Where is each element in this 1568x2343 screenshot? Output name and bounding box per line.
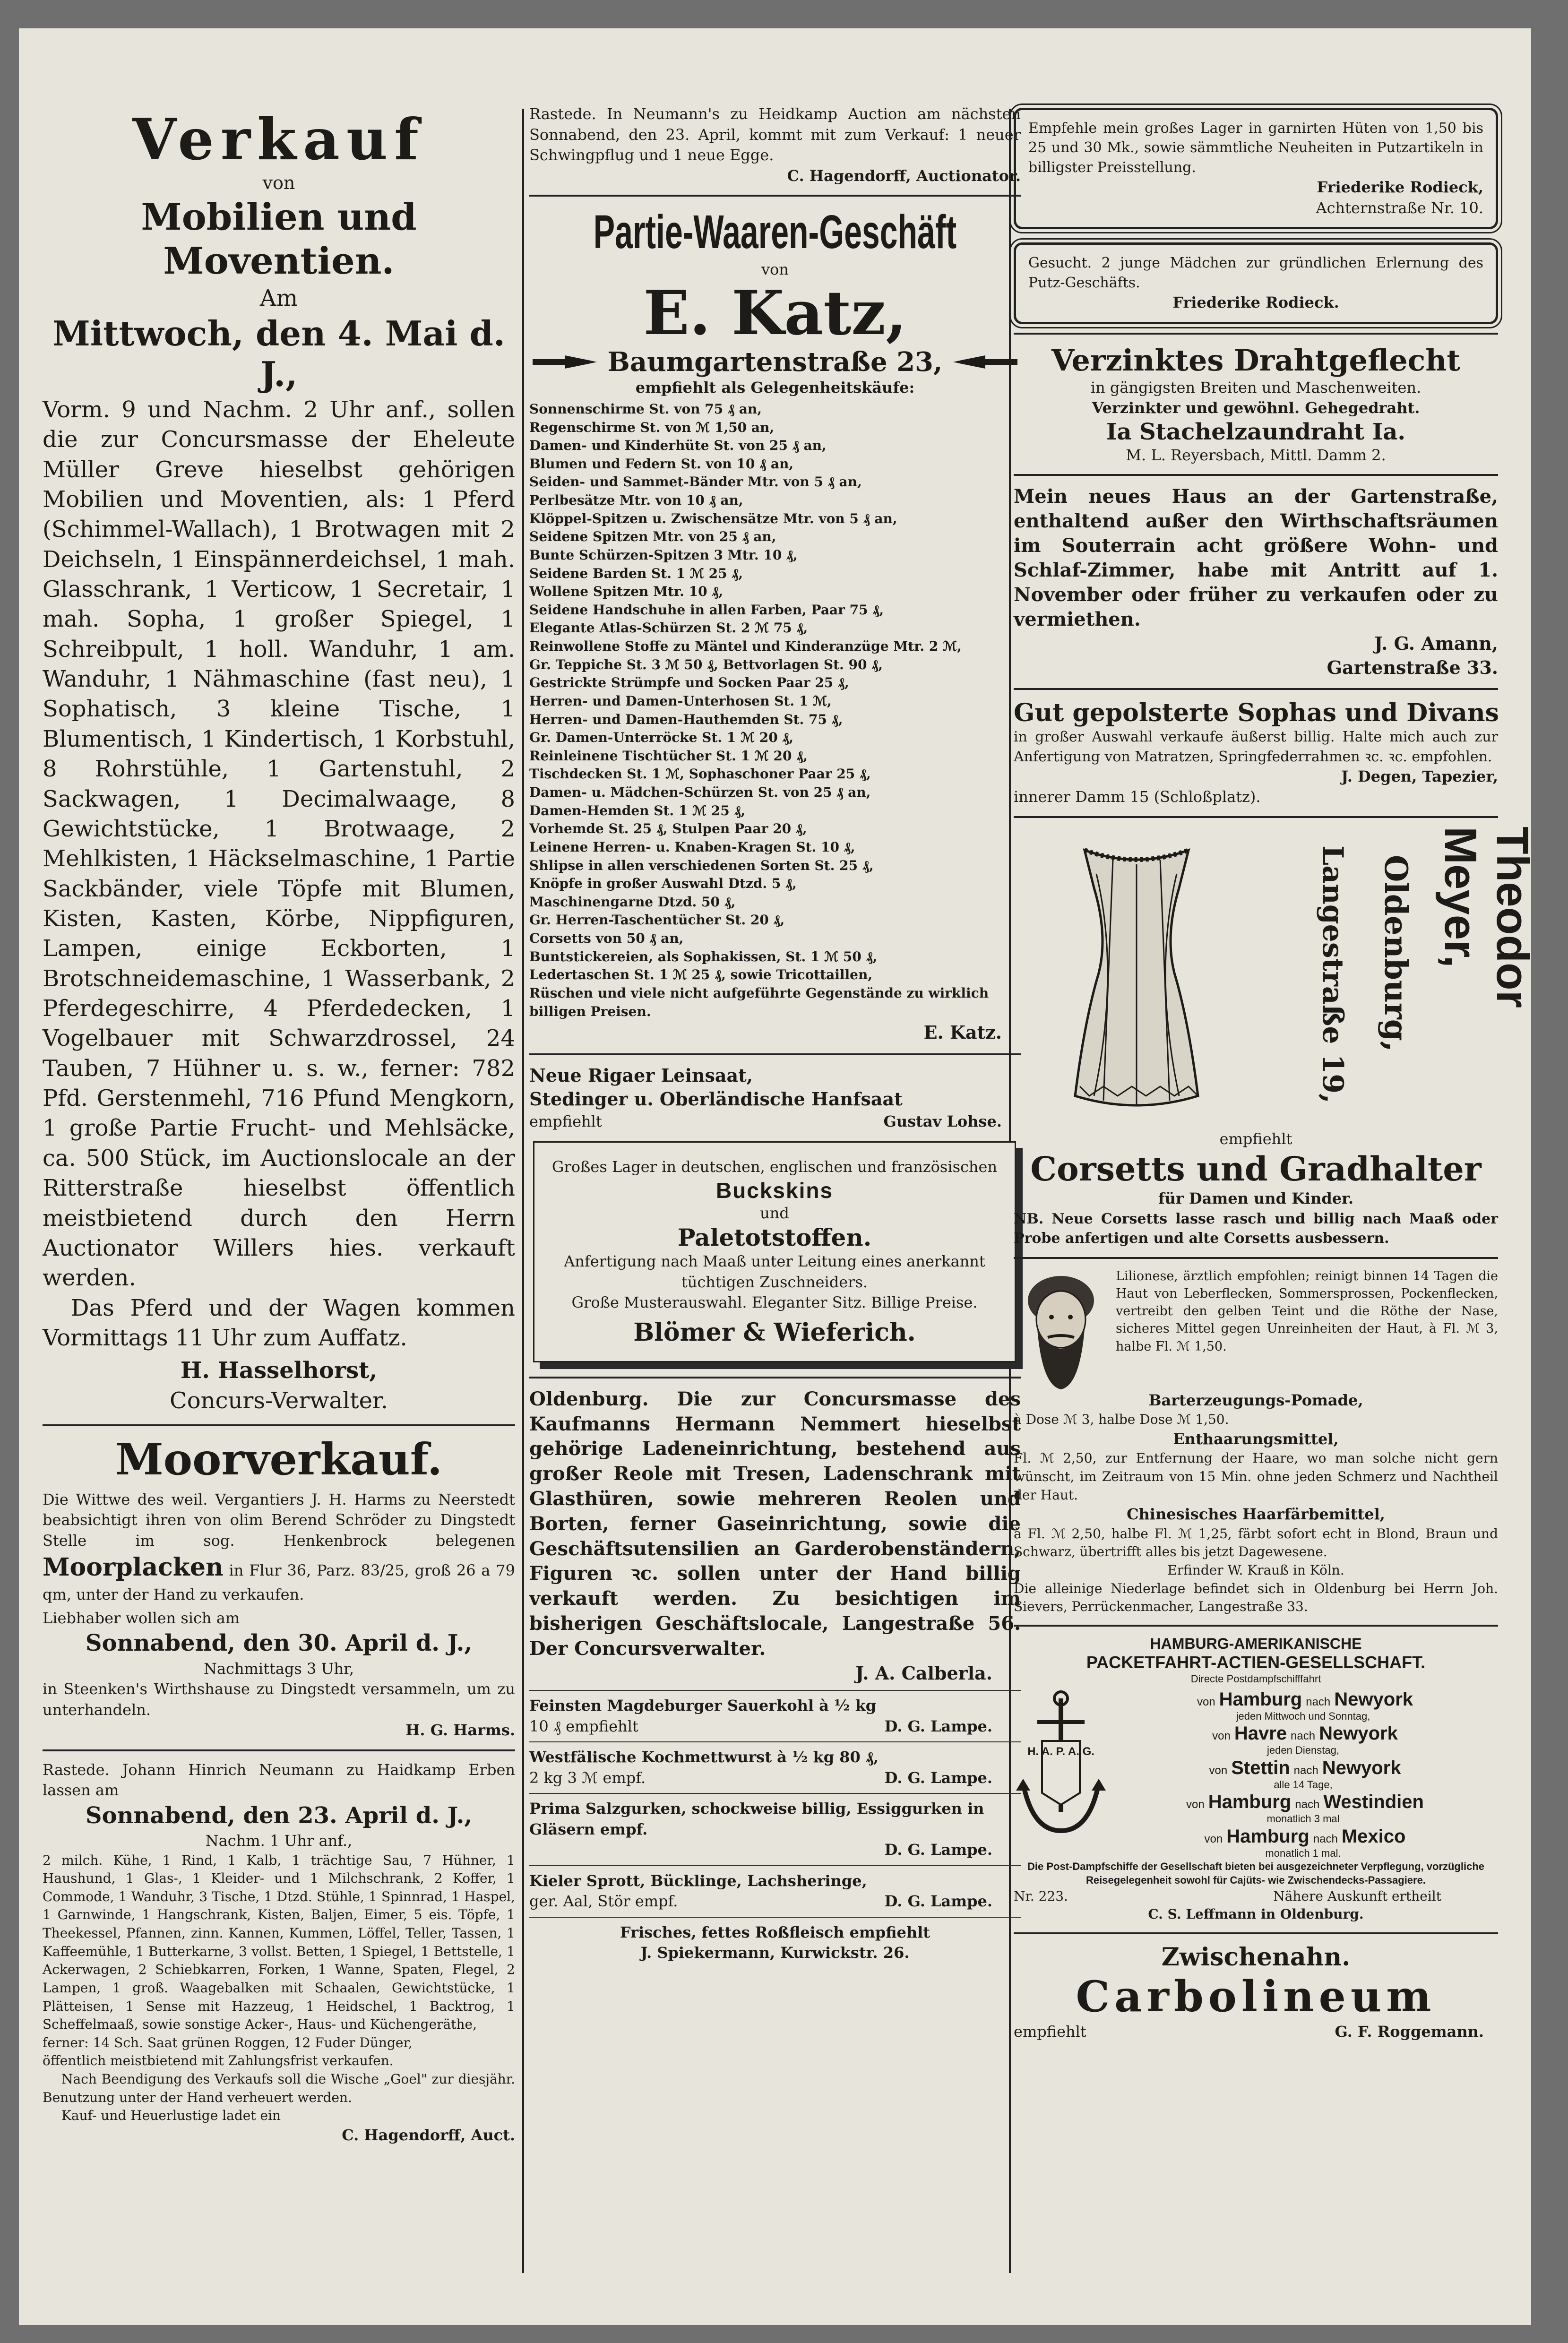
ad-leinsaat xyxy=(529,1064,1021,1132)
ad-time: Nachm. 1 Uhr anf., xyxy=(205,1831,353,1850)
divider xyxy=(1014,1932,1498,1934)
route-note: monatlich 3 mal xyxy=(1266,1813,1340,1825)
ad-h4: Chinesisches Haarfärbemittel, xyxy=(1127,1505,1385,1524)
ad-line-2: Verzinkter und gewöhnl. Gehegedraht. xyxy=(1092,399,1420,417)
ad-title: Partie-Waaren-Geschäft xyxy=(593,206,957,259)
ad-p5: Erfinder W. Krauß in Köln. xyxy=(1167,1562,1344,1578)
ad-degen xyxy=(1014,698,1498,808)
anchor-icon xyxy=(1014,1689,1108,1840)
ad-sub: Directe Postdampfschifffahrt xyxy=(1190,1672,1321,1685)
ad-address: Baumgartenstraße 23, xyxy=(607,346,943,378)
ad-addr: Achternstraße Nr. 10. xyxy=(1316,198,1483,217)
item-line: Damen-Hemden St. 1 ℳ 25 ₰, xyxy=(529,802,746,818)
route-to: Westindien xyxy=(1323,1792,1424,1813)
ad-body: Vorm. 9 und Nachm. 2 Uhr anf., sollen die zur Concursmasse der Eheleute Müller Greve hieselbst gehörigen Mobilien und Moventien, als: 1 Pferd (Schimmel-Wallach), 1 Brotwagen mit 2 Deichseln, 1 Einspännerdeichsel, 1 mah. Glasschrank, 1 Verticow, 1 Secretair, 1 mah. Sopha, 1 großer Spiegel, 1 Schreibpult, 1 holl. Wanduhr, 1 am. Wanduhr, 1 Nähmaschine (fast neu), 1 Sophatisch, 3 kleine Tische, 1 Blumentisch, 1 Kindertisch, 1 Korbstuhl, 8 Rohrstühle, 1 Gartenstuhl, 2 Sackwagen, 1 Decimalwaage, 8 Gewichtstücke, 1 Brotwaage, 2 Mehlkisten, 1 Häckselmaschine, 1 Partie Sackbänder, viele Töpfe mit Blumen, Kisten, Kasten, Körbe, Nippfiguren, Lampen, einige Eckborten, 1 Brotschneidemaschine, 1 Wasserbank, 2 Pferdegeschirre, 4 Pferdedecken, 1 Vogelbauer mit Schwarzdrossel, 24 Tauben, 7 Hühner u. s. w., ferner: 782 Pfd. Gerstenmehl, 716 Pfund Mengkorn, 1 große Partie Frucht- und Mehlsäcke, ca. 500 Stück, im Auctionslocale an der Ritterstraße hieselbst öffentlich meistbietend durch den Herrn Auctionator Willers hies. verkauft werden. xyxy=(43,396,515,1292)
ad-title: Verkauf xyxy=(132,106,425,173)
corset-illustration xyxy=(1042,831,1231,1115)
route-from: Hamburg xyxy=(1226,1826,1310,1847)
column-middle xyxy=(529,99,1021,1964)
ad-nb: NB. Neue Corsetts lasse rasch und billig nach Maaß oder Probe anfertigen und alte Corsetts ausbessern. xyxy=(1014,1210,1498,1247)
route-row xyxy=(1108,1826,1498,1861)
item-line: Maschinengarne Dtzd. 50 ₰, xyxy=(529,894,736,910)
ad-street: Langestraße 19, xyxy=(1316,845,1349,1103)
route-nach: nach xyxy=(1295,1798,1320,1811)
corset-figure-area xyxy=(1014,826,1538,1129)
divider xyxy=(1014,1257,1498,1259)
ad-auskunft: Nähere Auskunft ertheilt xyxy=(1273,1888,1441,1904)
ad-signer: Friederike Rodieck, xyxy=(1317,178,1483,197)
item-line: Blumen und Federn St. von 10 ₰ an, xyxy=(529,456,794,472)
item-line: Gestrickte Strümpfe und Socken Paar 25 ₰, xyxy=(529,675,849,691)
item-line: Seidene Handschuhe in allen Farben, Paar 75 ₰, xyxy=(529,602,884,618)
ad-rastede-schwingpflug xyxy=(529,104,1021,186)
item-line: Ledertaschen St. 1 ℳ 25 ₰, sowie Tricottaillen, xyxy=(529,967,873,983)
route-to: Newyork xyxy=(1334,1688,1413,1710)
ad-time: Nachmittags 3 Uhr, xyxy=(203,1659,354,1678)
item-line: Regenschirme St. von ℳ 1,50 an, xyxy=(529,419,775,435)
ad-body-text: Die Wittwe des weil. Vergantiers J. H. Harms zu Neerstedt beabsichtigt ihren von olim Berend Schröder zu Dingstedt Stelle im sog. Henkenbrock belegenen xyxy=(43,1490,515,1550)
ad-body-3: öffentlich meistbietend mit Zahlungsfrist verkaufen. xyxy=(43,2053,394,2069)
ad-line-2: Stedinger u. Oberländische Hanfsaat xyxy=(529,1088,903,1110)
ad-buckskins: Buckskins xyxy=(715,1178,834,1203)
ad-body: Oldenburg. Die zur Concursmasse des Kaufmanns Hermann Nemmert hieselbst gehörige Ladeneinrichtung, bestehend aus großer Reole mit Tresen, Ladenschrank mit Glasthüren, sowie mehreren Reolen und Borten, ferner Gaseinrichtung, sowie die Geschäftsutensilien an Garderobenständern, Figuren ꝛc. sollen unter der Hand billig verkauft werden. Zu besichtigen im bisherigen Geschäftslocale, Langestraße 56. Der Concursverwalter. xyxy=(529,1387,1021,1660)
divider xyxy=(529,1741,1021,1742)
ad-empfiehlt: empfiehlt xyxy=(1014,2022,1086,2041)
ad-line-1: Kieler Sprott, Bücklinge, Lachsheringe, xyxy=(529,1871,867,1890)
ad-body-4: Nach Beendigung des Verkaufs soll die Wische „Goel" zur diesjähr. Benutzung unter der Hand verheuert werden. xyxy=(43,2071,515,2105)
item-line: Herren- und Damen-Hauthemden St. 75 ₰, xyxy=(529,711,843,727)
ad-addr: Gartenstraße 33. xyxy=(1327,656,1498,678)
ad-signer: D. G. Lampe. xyxy=(884,1892,992,1911)
ad-signer: J. A. Calberla. xyxy=(855,1662,992,1684)
item-line: Seidene Spitzen Mtr. von 25 ₰ an, xyxy=(529,529,776,545)
ad-theodor-meyer xyxy=(1014,826,1538,1249)
route-from: Hamburg xyxy=(1219,1688,1302,1710)
ad-signer: E. Katz. xyxy=(923,1022,1002,1043)
ad-signer: H. G. Harms. xyxy=(405,1721,515,1740)
ad-signer: G. F. Roggemann. xyxy=(1335,2022,1484,2041)
ad-calberla xyxy=(529,1387,1021,1685)
ad-signer: Gustav Lohse. xyxy=(883,1112,1002,1130)
ad-title: Verzinktes Drahtgeflecht xyxy=(1051,343,1460,378)
ad-von: von xyxy=(761,260,789,279)
item-line: Damen- und Kinderhüte St. von 25 ₰ an, xyxy=(529,438,827,454)
pointing-hand-right-icon xyxy=(532,353,598,371)
ad-highlight: Moorplacken xyxy=(43,1553,224,1582)
divider xyxy=(1014,1625,1498,1627)
ad-line-1: Frisches, fettes Roßfleisch empfiehlt xyxy=(620,1923,930,1941)
divider xyxy=(43,1749,515,1751)
ad-note: Das Pferd und der Wagen kommen Vormittags 11 Uhr zum Auffatz. xyxy=(43,1294,515,1351)
ad-intro: Rastede. Johann Hinrich Neumann zu Haidkamp Erben lassen am xyxy=(43,1760,515,1800)
ad-line-1: Neue Rigaer Leinsaat, xyxy=(529,1064,753,1086)
ad-am: Am xyxy=(259,284,298,311)
ad-signer-row xyxy=(529,1768,1021,1789)
ad-signer: J. G. Amann, xyxy=(1374,633,1498,655)
ad-line-2: ger. Aal, Stör empf. xyxy=(529,1892,678,1911)
item-line: Buntstickereien, als Sophakissen, St. 1 ℳ 50 ₰, xyxy=(529,948,878,965)
ad-body: 2 milch. Kühe, 1 Rind, 1 Kalb, 1 trächtige Sau, 7 Hühner, 1 Haushund, 1 Glas-, 1 Kleider- und 1 Milchschrank, 2 Koffer, 1 Commode, 1 Wanduhr, 3 Tische, 1 Dtzd. Stühle, 1 Spinnrad, 1 Haspel, 1 Garnwinde, 1 Hangschrank, Kisten, Baljen, Eimer, 5 eis. Töpfe, 1 Theekessel, Pfannen, zinn. Kannen, Kummen, Löffel, Teller, Tassen, 1 Kaffeemühle, 1 Butterkarne, 3 vollst. Betten, 1 Spiegel, 1 Bettstelle, 1 Ackerwagen, 2 Schiebkarren, Forken, 1 Wanne, Spaten, Flegel, 2 Lampen, 1 groß. Waagebalken mit Schaalen, Gewichtstücke, 1 Plätteisen, 1 Sense mit Hazzeug, 1 Heidschel, 1 Backtrog, 1 Scheffelmaaß, sowie sonstige Acker-, Haus- und Küchengeräthe, xyxy=(43,1852,515,2033)
ad-subtitle: Mobilien und Moventien. xyxy=(141,195,417,283)
divider xyxy=(529,1865,1021,1866)
item-line: Tischdecken St. 1 ℳ, Sophaschoner Paar 25 ₰, xyxy=(529,766,871,782)
ad-p6: Die alleinige Niederlage befindet sich in Oldenburg bei Herrn Joh. Sievers, Perrückenmacher, Langestraße 33. xyxy=(1014,1580,1498,1615)
ad-lampe xyxy=(529,1871,1021,1912)
divider xyxy=(529,1690,1021,1691)
route-von: von xyxy=(1186,1798,1205,1811)
ad-title: Corsetts und Gradhalter xyxy=(1030,1149,1482,1189)
ad-spiekermann xyxy=(529,1922,1021,1964)
divider xyxy=(529,1377,1021,1378)
ad-line-1: Westfälische Kochmettwurst à ½ kg 80 ₰, xyxy=(529,1748,879,1766)
ad-line-2: 2 kg 3 ℳ empf. xyxy=(529,1768,646,1787)
ad-line-1: Großes Lager in deutschen, englischen und französischen xyxy=(551,1158,998,1176)
ad-signer: Blömer & Wieferich. xyxy=(633,1318,916,1347)
route-to: Newyork xyxy=(1319,1723,1398,1744)
ad-hapag xyxy=(1014,1635,1498,1924)
ad-address-row xyxy=(529,346,1021,378)
route-von: von xyxy=(1204,1832,1223,1845)
newspaper-page xyxy=(19,28,1538,2325)
ad-body: Empfehle mein großes Lager in garnirten Hüten von 1,50 bis 25 und 30 Mk., sowie sämmtliche Neuheiten in Putzartikeln in billigster Preisstellung. xyxy=(1028,120,1483,176)
item-line: Klöppel-Spitzen u. Zwischensätze Mtr. von 5 ₰ an, xyxy=(529,510,897,526)
item-line: Sonnenschirme St. von 75 ₰ an, xyxy=(529,401,762,417)
item-line: Knöpfe in großer Auswahl Dtzd. 5 ₰, xyxy=(529,876,797,892)
item-line: Wollene Spitzen Mtr. 10 ₰, xyxy=(529,584,724,600)
ad-title: Moorverkauf. xyxy=(115,1434,443,1485)
ad-line-5: Anfertigung nach Maaß unter Leitung eines anerkannt tüchtigen Zuschneiders. xyxy=(564,1252,985,1291)
divider xyxy=(529,1917,1021,1918)
divider xyxy=(1014,816,1498,818)
item-line: Elegante Atlas-Schürzen St. 2 ℳ 75 ₰, xyxy=(529,620,808,636)
item-line: Reinleinene Tischtücher St. 1 ℳ 20 ₰, xyxy=(529,748,808,764)
divider xyxy=(43,1424,515,1426)
ad-line-2: 10 ₰ empfiehlt xyxy=(529,1717,638,1735)
ad-und: und xyxy=(760,1204,789,1222)
item-line: Perlbesätze Mtr. von 10 ₰ an, xyxy=(529,492,743,508)
ad-signer-row xyxy=(529,1840,1021,1861)
divider xyxy=(1014,474,1498,476)
ad-signer-row xyxy=(529,1111,1021,1132)
route-from: Havre xyxy=(1234,1723,1287,1744)
ad-body: in großer Auswahl verkaufe äußerst billig. Halte mich auch zur Anfertigung von Matratzen, Springfederrahmen ꝛc. ꝛc. empfohlen. xyxy=(1014,729,1498,765)
ad-title: Carbolineum xyxy=(1076,1971,1436,2022)
ad-paletotstoffen: Paletotstoffen. xyxy=(677,1223,872,1252)
route-nach: nach xyxy=(1313,1832,1338,1845)
route-to: Newyork xyxy=(1322,1757,1401,1778)
ad-verkauf-mobilien xyxy=(43,106,515,1416)
ad-body-2: ferner: 14 Sch. Saat grünen Roggen, 12 Fuder Dünger, xyxy=(43,2034,413,2050)
divider xyxy=(1014,333,1498,335)
ad-body: Gesucht. 2 junge Mädchen zur gründlichen Erlernung des Putz-Geschäfts. xyxy=(1028,255,1483,291)
ad-signer-row xyxy=(1014,2022,1498,2042)
ad-roggemann xyxy=(1014,1943,1498,2042)
ad-signer-row xyxy=(529,1716,1021,1737)
ad-signer: D. G. Lampe. xyxy=(884,1717,992,1735)
item-line: Seidene Barden St. 1 ℳ 25 ₰, xyxy=(529,565,743,581)
ad-item-list xyxy=(529,400,1021,1021)
ad-line-3: Ia Stachelzaundraht Ia. xyxy=(1106,418,1406,445)
ad-signer-title: Concurs-Verwalter. xyxy=(170,1387,388,1414)
route-note: jeden Dienstag, xyxy=(1267,1744,1339,1757)
pointing-hand-left-icon xyxy=(952,353,1018,371)
ad-line-1: Feinsten Magdeburger Sauerkohl à ½ kg xyxy=(529,1697,877,1715)
route-row xyxy=(1108,1689,1498,1723)
ad-body-4: in Steenken's Wirthshause zu Dingstedt versammeln, um zu unterhandeln. xyxy=(43,1680,515,1719)
ad-signer: J. Degen, Tapezier, xyxy=(1341,767,1498,785)
item-line: Gr. Herren-Taschentücher St. 20 ₰, xyxy=(529,912,785,928)
ad-city: Oldenburg, xyxy=(1378,854,1414,1052)
route-list xyxy=(1108,1689,1498,1861)
column-left xyxy=(43,99,515,2145)
ad-signer: D. G. Lampe. xyxy=(884,1768,992,1787)
ad-title-2: PACKETFAHRT-ACTIEN-GESELLSCHAFT. xyxy=(1086,1652,1426,1672)
ad-empfiehlt: empfiehlt xyxy=(529,1112,602,1130)
ad-p2: à Dose ℳ 3, halbe Dose ℳ 1,50. xyxy=(1014,1412,1229,1428)
item-line: Rüschen und viele nicht aufgeführte Gegenstände zu wirklich billigen Preisen. xyxy=(529,985,989,1019)
column-right xyxy=(1014,99,1538,2042)
route-nach: nach xyxy=(1306,1695,1331,1708)
ad-lampe xyxy=(529,1747,1021,1788)
ad-body-3: Liebhaber wollen sich am xyxy=(43,1609,240,1627)
route-row xyxy=(1108,1792,1498,1826)
ad-body xyxy=(43,1490,515,1605)
ad-katz xyxy=(529,205,1021,1045)
ad-p4: à Fl. ℳ 2,50, halbe Fl. ℳ 1,25, färbt sofort echt in Blond, Braun und Schwarz, übertrifft alles bis jetzt Dagewesene. xyxy=(1014,1525,1498,1560)
ad-signer-row xyxy=(529,1891,1021,1912)
bearded-man-portrait xyxy=(1014,1267,1108,1390)
divider xyxy=(529,195,1021,197)
ad-signer: H. Hasselhorst, xyxy=(180,1357,378,1384)
route-row xyxy=(1108,1757,1498,1792)
ad-body-5: Kauf- und Heuerlustige ladet ein xyxy=(61,2108,281,2124)
item-line: Bunte Schürzen-Spitzen 3 Mtr. 10 ₰, xyxy=(529,547,798,563)
ad-signer: C. Hagendorff, Auct. xyxy=(342,2126,515,2144)
ad-date: Mittwoch, den 4. Mai d. J., xyxy=(52,313,505,395)
ad-title: Gut gepolsterte Sophas und Divans xyxy=(1014,698,1499,728)
ad-title-1: HAMBURG-AMERIKANISCHE xyxy=(1150,1635,1362,1652)
ad-signer: J. Spiekermann, Kurwickstr. 26. xyxy=(640,1944,910,1962)
ad-empfiehlt: empfiehlt xyxy=(1219,1129,1292,1148)
item-line: Seiden- und Sammet-Bänder Mtr. von 5 ₰ an, xyxy=(529,474,862,490)
item-line: Leinene Herren- u. Knaben-Kragen St. 10 ₰, xyxy=(529,839,855,855)
route-from: Hamburg xyxy=(1208,1792,1292,1813)
item-line: Corsetts von 50 ₰ an, xyxy=(529,930,684,947)
ad-rodieck-gesucht xyxy=(1014,242,1498,324)
ad-intro: empfiehlt als Gelegenheitskäufe: xyxy=(635,379,915,397)
ad-line-1: Prima Salzgurken, schockweise billig, Essiggurken in Gläsern empf. xyxy=(529,1800,984,1838)
route-von: von xyxy=(1197,1695,1215,1708)
ad-place: Zwischenahn. xyxy=(1161,1942,1351,1972)
ad-footer: Die Post-Dampfschiffe der Gesellschaft bieten bei ausgezeichneter Verpflegung, vorzügliche Reisegelegenheit sowohl für Cajüts- wie Zwischendecks-Passagiere. xyxy=(1027,1861,1485,1886)
anchor-monogram: H. A. P. A. G. xyxy=(1027,1745,1094,1758)
item-line: Damen- u. Mädchen-Schürzen St. von 25 ₰ an, xyxy=(529,784,871,801)
ad-agent: C. S. Leffmann in Oldenburg. xyxy=(1148,1906,1364,1922)
ad-krauss-cosmetics xyxy=(1014,1267,1498,1616)
ad-name: E. Katz, xyxy=(643,277,907,349)
ad-line-1: in gängigsten Breiten und Maschenweiten. xyxy=(1090,378,1422,396)
ad-drahtgeflecht xyxy=(1014,343,1498,466)
route-von: von xyxy=(1209,1764,1228,1777)
ad-amann xyxy=(1014,484,1498,680)
route-nach: nach xyxy=(1291,1730,1316,1743)
ad-route-block xyxy=(1014,1689,1498,1861)
divider xyxy=(1014,688,1498,690)
ad-p3: Fl. ℳ 2,50, zur Entfernung der Haare, wo man solche nicht gern wünscht, im Zeitraum von 15 Min. ohne jeden Schmerz und Nachtheil der Haut. xyxy=(1014,1450,1498,1503)
ad-lampe xyxy=(529,1696,1021,1737)
ad-h2: Barterzeugungs-Pomade, xyxy=(1148,1391,1363,1409)
route-nach: nach xyxy=(1293,1764,1318,1777)
item-line: Gr. Teppiche St. 3 ℳ 50 ₰, Bettvorlagen St. 90 ₰, xyxy=(529,656,883,672)
ad-von: von xyxy=(262,172,295,193)
column-rule-1 xyxy=(522,109,524,2273)
divider xyxy=(529,1793,1021,1794)
route-von: von xyxy=(1212,1730,1231,1743)
ad-p1: Lilionese, ärztlich empfohlen; reinigt binnen 14 Tagen die Haut von Leberflecken, Sommersprossen, Pockenflecken, vertreibt den gelben Teint und die Röthe der Nase, sicheres Mittel gegen Unreinheiten der Haut, à Fl. ℳ 3, halbe Fl. ℳ 1,50. xyxy=(1116,1268,1498,1354)
item-line: Vorhemde St. 25 ₰, Stulpen Paar 20 ₰, xyxy=(529,821,807,837)
ad-body: Mein neues Haus an der Gartenstraße, enthaltend außer den Wirthschaftsräumen im Souterrain acht größere Wohn- und Schlaf-Zimmer, habe mit Antritt auf 1. November oder früher zu verkaufen oder zu vermiethen. xyxy=(1014,485,1498,631)
ad-nr: Nr. 223. xyxy=(1014,1888,1068,1904)
ad-signer: M. L. Reyersbach, Mittl. Damm 2. xyxy=(1126,446,1386,464)
ad-auskunft-row xyxy=(1014,1887,1498,1906)
ad-line-6: Große Musterauswahl. Eleganter Sitz. Billige Preise. xyxy=(571,1293,978,1312)
ad-date: Sonnabend, den 30. April d. J., xyxy=(85,1630,473,1657)
ad-sub: für Damen und Kinder. xyxy=(1158,1189,1354,1208)
ad-date: Sonnabend, den 23. April d. J., xyxy=(85,1802,473,1829)
route-to: Mexico xyxy=(1341,1826,1406,1847)
ad-moorverkauf xyxy=(43,1435,515,1741)
ad-h3: Enthaarungsmittel, xyxy=(1173,1430,1339,1448)
item-line: Reinwollene Stoffe zu Mäntel und Kinderanzüge Mtr. 2 ℳ, xyxy=(529,638,962,655)
ad-lampe-group xyxy=(529,1690,1021,1912)
item-line: Shlipse in allen verschiedenen Sorten St. 25 ₰, xyxy=(529,857,874,873)
route-note: jeden Mittwoch und Sonntag, xyxy=(1236,1710,1370,1722)
ad-blomer-wieferich xyxy=(533,1141,1016,1362)
ad-rodieck-hats xyxy=(1014,108,1498,229)
ad-rastede-auction xyxy=(43,1760,515,2146)
ad-signer: D. G. Lampe. xyxy=(884,1841,992,1859)
ad-body: Rastede. In Neumann's zu Heidkamp Auction am nächsten Sonnabend, den 23. April, kommt mit zum Verkauf: 1 neuer Schwingpflug und 1 neue Egge. xyxy=(529,105,1021,164)
route-note: monatlich 1 mal. xyxy=(1265,1847,1341,1859)
ad-signer: Friederike Rodieck. xyxy=(1172,293,1339,311)
ad-body-text-2: in Flur 36, Parz. 83/25, groß 26 a 79 qm, unter der Hand zu verkaufen. xyxy=(43,1561,516,1604)
item-line: Herren- und Damen-Unterhosen St. 1 ℳ, xyxy=(529,693,832,709)
route-from: Stettin xyxy=(1231,1757,1290,1778)
ad-addr: innerer Damm 15 (Schloßplatz). xyxy=(1014,788,1261,806)
route-note: alle 14 Tage, xyxy=(1274,1778,1333,1791)
divider xyxy=(529,1053,1021,1055)
ad-lampe xyxy=(529,1799,1021,1861)
route-row xyxy=(1108,1723,1498,1757)
item-line: Gr. Damen-Unterröcke St. 1 ℳ 20 ₰, xyxy=(529,730,794,746)
ad-signer: C. Hagendorff, Auctionator. xyxy=(787,166,1021,185)
ad-name: Theodor Meyer, xyxy=(1435,826,1538,1008)
ad-top-row xyxy=(1014,1267,1498,1390)
